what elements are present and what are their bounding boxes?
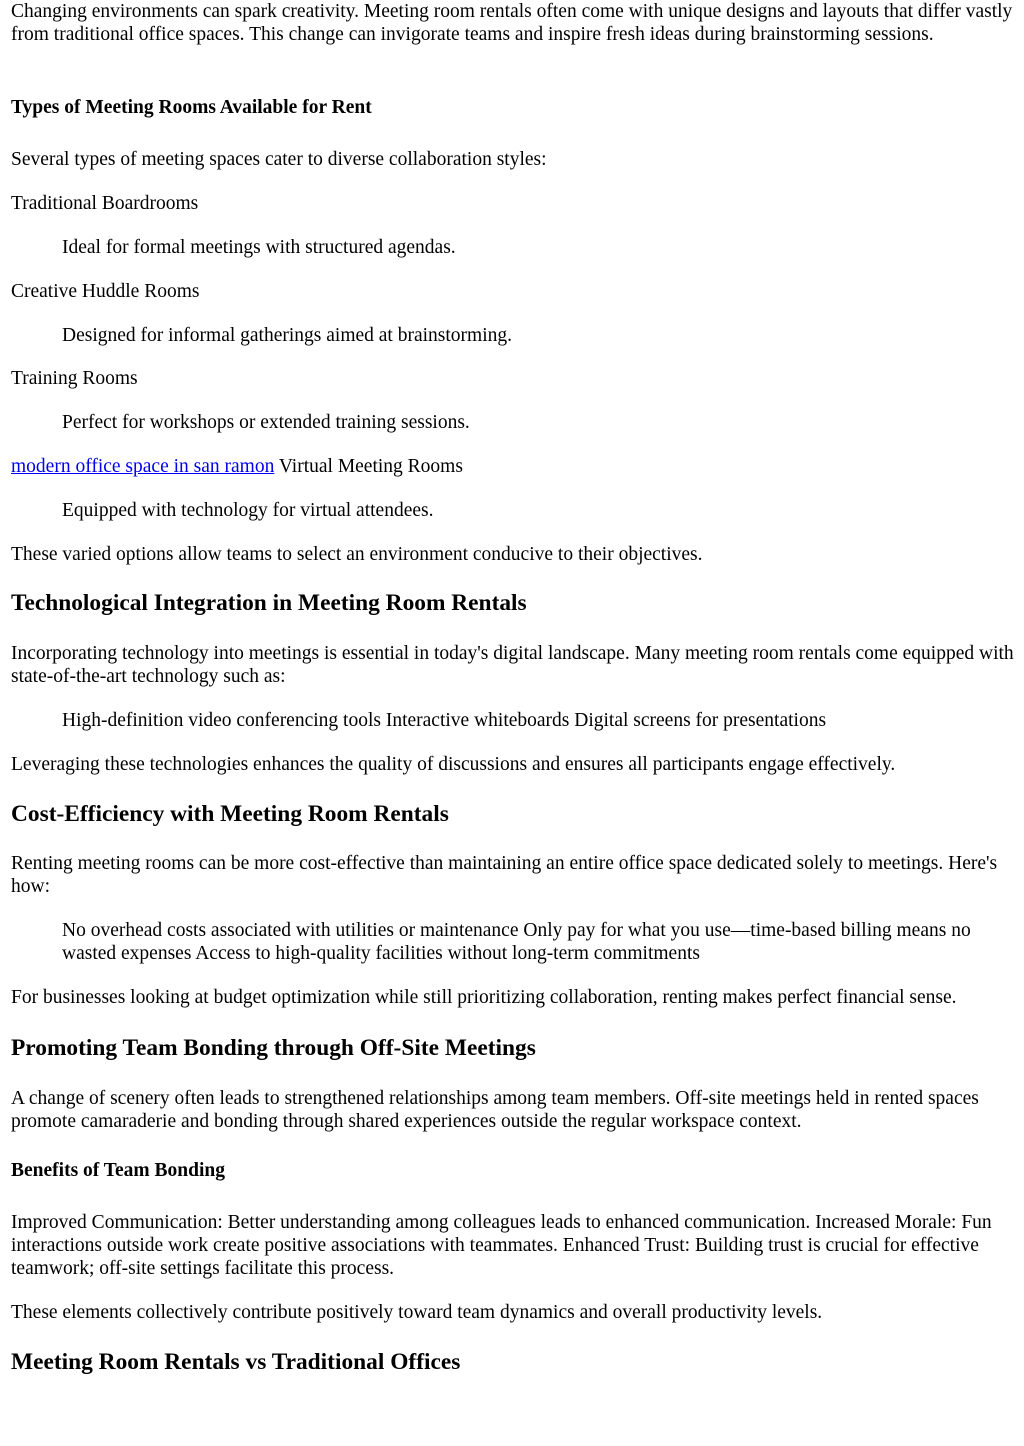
intro-paragraph: Changing environments can spark creativity. Meeting room rentals often come with unique designs and layouts that differ vastly from traditional office spaces. This change can invigorate teams and inspire fresh ideas during brainstorming sessions.	[11, 1, 1013, 45]
room-type-description: Equipped with technology for virtual attendees.	[62, 500, 434, 521]
bonding-closing: These elements collectively contribute positively toward team dynamics and overall productivity levels.	[11, 1302, 823, 1323]
bonding-heading: Promoting Team Bonding through Off-Site Meetings	[11, 1035, 536, 1061]
room-type-description: Perfect for workshops or extended training sessions.	[62, 412, 470, 433]
benefits-heading: Benefits of Team Bonding	[11, 1160, 225, 1181]
types-intro: Several types of meeting spaces cater to diverse collaboration styles:	[11, 149, 547, 170]
tech-list: High-definition video conferencing tools Interactive whiteboards Digital screens for presentations	[62, 710, 827, 731]
tech-heading: Technological Integration in Meeting Room Rentals	[11, 590, 527, 616]
room-type-description: Ideal for formal meetings with structured agendas.	[62, 237, 456, 258]
room-type-term: Training Rooms	[11, 368, 138, 389]
cost-closing: For businesses looking at budget optimization while still prioritizing collaboration, renting makes perfect financial sense.	[11, 987, 957, 1008]
types-heading: Types of Meeting Rooms Available for Rent	[11, 97, 372, 118]
benefits-paragraph: Improved Communication: Better understanding among colleagues leads to enhanced communication. Increased Morale: Fun interactions outside work create positive associations with teammates. Enhanced Trust: Building trust is crucial for effective teamwork; off-site settings facilitate this process.	[11, 1212, 992, 1279]
room-type-term: Traditional Boardrooms	[11, 193, 199, 214]
cost-heading: Cost-Efficiency with Meeting Room Rentals	[11, 801, 449, 827]
tech-closing: Leveraging these technologies enhances the quality of discussions and ensures all participants engage effectively.	[11, 754, 896, 775]
cost-list: No overhead costs associated with utilities or maintenance Only pay for what you use—time-based billing means no wasted expenses Access to high-quality facilities without long-term commitments	[62, 920, 971, 964]
office-space-link[interactable]: modern office space in san ramon	[11, 456, 275, 477]
tech-intro: Incorporating technology into meetings is essential in today's digital landscape. Many meeting room rentals come equipped with state-of-the-art technology such as:	[11, 643, 1014, 687]
virtual-room-line	[11, 455, 1016, 478]
types-closing: These varied options allow teams to select an environment conducive to their objectives.	[11, 544, 703, 565]
room-type-term: Creative Huddle Rooms	[11, 281, 200, 302]
room-type-description: Designed for informal gatherings aimed at brainstorming.	[62, 325, 513, 346]
comparison-heading: Meeting Room Rentals vs Traditional Offices	[11, 1349, 461, 1375]
cost-intro: Renting meeting rooms can be more cost-effective than maintaining an entire office space dedicated solely to meetings. Here's how:	[11, 853, 998, 897]
bonding-intro: A change of scenery often leads to strengthened relationships among team members. Off-site meetings held in rented spaces promote camaraderie and bonding through shared experiences outside the regular workspace context.	[11, 1088, 979, 1132]
room-type-term: Virtual Meeting Rooms	[278, 456, 463, 477]
